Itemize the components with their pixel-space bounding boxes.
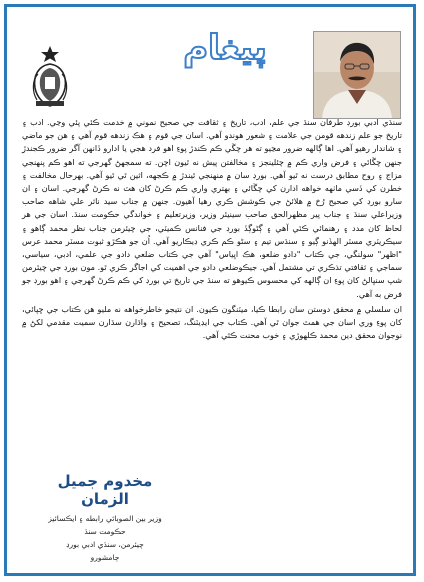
signatory-location: ڄامشورو — [90, 553, 120, 562]
portrait-image-icon — [314, 32, 400, 118]
message-paragraph-2: ان سلسلي ۾ محقق دوستن سان رابطا ڪيا، ميٽنگون ڪيون. ان نتيجو خاطرخواهه نه مليو هن ڪتاب جي ڇپائي، کان پوءِ وري اسان جي همٿ جوان ٿي آهي. ڪتاب جي ايڊيٽنگ، تصحيح ۽ واڌارن سڌارن سميت مقدمي لکڻ ۾ نوجوان محقق دين محمد ڪلهوڙي ۽ خوب محنت ڪئي آهي. — [22, 303, 402, 341]
signatory-department: حڪومت سنڌ — [84, 527, 126, 536]
signatory-title: وزير بين الصوبائي رابطه ۽ ايڪسائيز — [48, 514, 162, 523]
signature-block — [40, 472, 170, 564]
government-emblem-icon — [28, 44, 72, 108]
portrait-photo — [313, 31, 401, 119]
message-paragraph-1: سنڌي ادبي بورڊ طرفان سنڌ جي علم، ادب، تاريخ ۽ ثقافت جي صحيح نموني ۾ خدمت ڪئي پئي وڃي. ادب ۽ تاريخ جو علم زندهه قومن جي علامت ۽ شعور هوندو آهي. اسان جي قوم ۽ هڪ زندهه قوم آهي ۽ هن جو ماضي ۽ شاندار رهيو آهي. اها ڳالهه ضرور مڃيو ته هر چڱي ڪم ڪندڙ پوءِ اهو فرد هجي يا ادارو ڏانهن آگر ضرور ڪجندڙ جنهن چڱائي ۽ فرض واري ڪم ۾ چئلينجز ۽ مخالفتن پيش نه ٿيون اچن. ته سمجهڻ گهرجي ته اهو ڪم پنهنجي مزاج ۽ روح مطابق درست نه ٿيو آهي. بورڊ سان ۾ منهنجي ٿيندڙ ۾ ڪجهه، اثين ٿي ٿيو آهي. بهرحال مخالفت ۽ خطرن کي ڏسي ماٺهه خواهه ادارن کي چڱائي ۽ بهتري واري ڪم ڪرڻ کان هٽ نه ڪرڻ گهرجي. اسان ۽ ان سارو بورڊ کي صحيح رُخ ۾ هلائڻ جي ڪوشش ڪري رهيا آهيون. جنهن ۾ جناب سيد ناثر علي شاهه صاحب وزيراعلي سنڌ ۽ جناب پير مظهرالحق صاحب سينيئر وزير، وزيرتعليم ۽ خواندگي حڪومت سنڌ. اسان جي هر لحاظ کان مدد ۽ رهنمائي ڪئي آهي ۽ ڳڻوڳڏ بورڊ جي فنانس ڪميٽي، جي چيئرمن جناب نظر محمد ڳاهو ۽ سيڪريٽري مسٽر الهڏنو ڳيو ۽ سنڌس تيم ۽ سڻو ڪم ڪري ڊيڪاريو آهي. اُن جو هڪڙو ثبوت مسٽر محمد عرس "اظهر" سولنگي، جي ڪتاب "دادو ضلعو، هڪ اڀياس" آهي جي ڪتاب ضلعي دادو جي علمي، ادبي، سياسي، سماجي ۽ ثقافتي تذڪري تي مشتمل آهي. جيڪوضلعي دادو جي اهميت کي اجاگر ڪري ٿو. مون بورڊ جي چيئرمن شپ سنڀالڻ کان پوءِ ان ڳالهه کي محسوس ڪيوهو ته سنڌ جي تاريخ تي بورڊ کي ڪم ڪرڻ گهرجي ۽ اهو بورڊ جو فرض به آهي. — [22, 117, 402, 299]
message-body — [22, 116, 402, 344]
page-title: پيغام — [183, 28, 267, 68]
signatory-board: چيئرمن، سنڌي ادبي بورڊ — [66, 540, 144, 549]
signatory-name: مخدوم جميل الزمان — [57, 472, 153, 508]
